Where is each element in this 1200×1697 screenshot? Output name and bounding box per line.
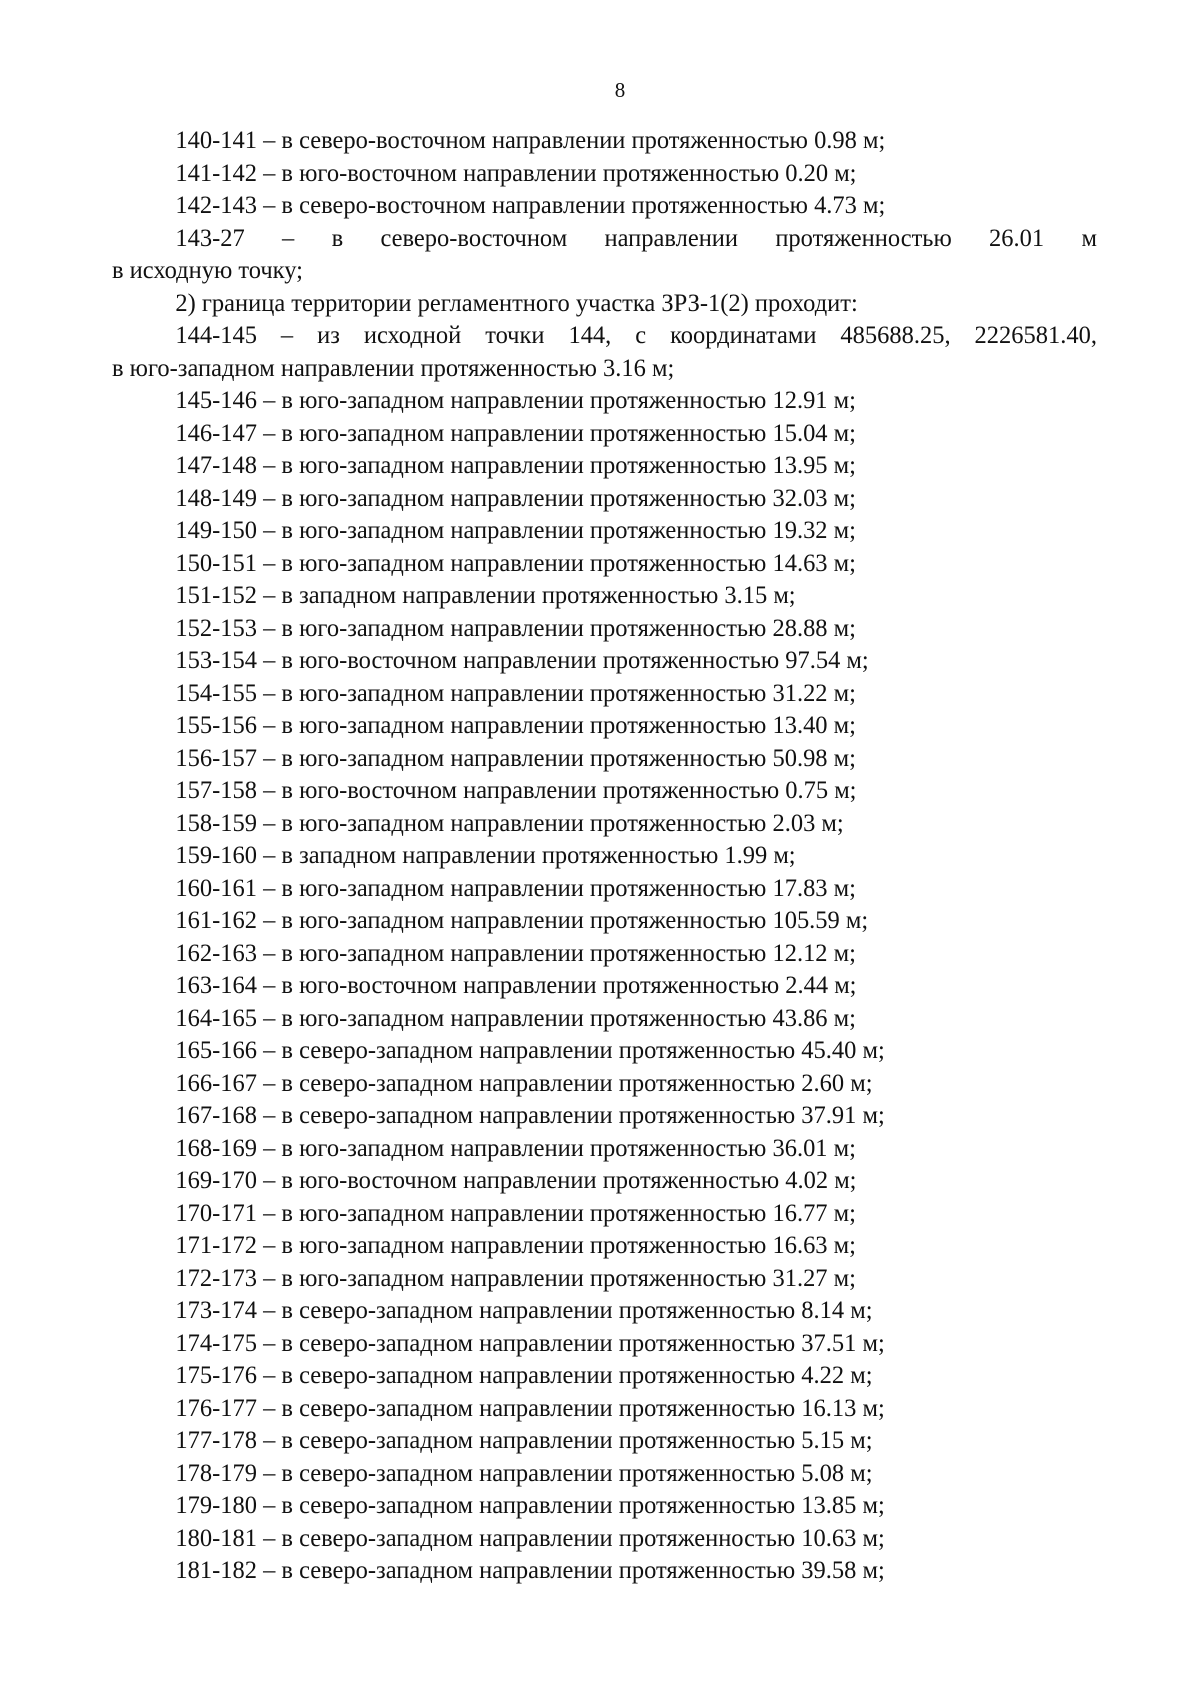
segment-line: 158-159 – в юго-западном направлении протяженностью 2.03 м; [175,807,844,837]
segment-line: 181-182 – в северо-западном направлении протяженностью 39.58 м; [175,1555,885,1584]
segment-line: 175-176 – в северо-западном направлении протяженностью 4.22 м; [175,1360,873,1389]
segment-line: 153-154 – в юго-восточном направлении протяженностью 97.54 м; [175,645,869,674]
page-number: 8 [614,78,626,102]
segment-line: 152-153 – в юго-западном направлении протяженностью 28.88 м; [175,612,856,642]
segment-line: 164-165 – в юго-западном направлении протяженностью 43.86 м; [175,1002,856,1032]
segment-line: 165-166 – в северо-западном направлении протяженностью 45.40 м; [175,1035,885,1064]
segment-line: 149-150 – в юго-западном направлении протяженностью 19.32 м; [175,515,856,544]
segment-line: 169-170 – в юго-восточном направлении протяженностью 4.02 м; [175,1165,857,1194]
document-body [112,124,1097,1587]
segment-line: 142-143 – в северо-восточном направлении протяженностью 4.73 м; [175,190,886,219]
segment-line: 174-175 – в северо-западном направлении протяженностью 37.51 м; [175,1327,885,1357]
segment-line-143-27: 143-27 – в северо-восточном направлении протяженностью 26.01 м [175,222,1097,252]
segment-line: 170-171 – в юго-западном направлении протяженностью 16.77 м; [175,1197,856,1227]
segment-line: 172-173 – в юго-западном направлении протяженностью 31.27 м; [175,1262,856,1292]
segment-line: 160-161 – в юго-западном направлении протяженностью 17.83 м; [175,872,856,902]
segment-line: 162-163 – в юго-западном направлении протяженностью 12.12 м; [175,937,856,967]
section-heading: 2) граница территории регламентного участка ЗРЗ-1(2) проходит: [175,287,858,317]
segment-line: 178-179 – в северо-западном направлении протяженностью 5.08 м; [175,1457,873,1487]
segment-line: 151-152 – в западном направлении протяженностью 3.15 м; [175,580,796,609]
segment-line: 140-141 – в северо-восточном направлении протяженностью 0.98 м; [175,125,886,154]
segment-line: 163-164 – в юго-восточном направлении протяженностью 2.44 м; [175,970,857,999]
segment-line: 146-147 – в юго-западном направлении протяженностью 15.04 м; [175,417,856,447]
segment-line: 155-156 – в юго-западном направлении протяженностью 13.40 м; [175,710,856,739]
segment-line-144-145: 144-145 – из исходной точки 144, с координатами 485688.25, 2226581.40, [175,320,1097,349]
segment-line: 171-172 – в юго-западном направлении протяженностью 16.63 м; [175,1230,856,1259]
segment-line: 179-180 – в северо-западном направлении протяженностью 13.85 м; [175,1490,885,1519]
segment-line: 156-157 – в юго-западном направлении протяженностью 50.98 м; [175,742,856,772]
segment-line: 145-146 – в юго-западном направлении протяженностью 12.91 м; [175,385,856,414]
segment-line-143-27-continuation: в исходную точку; [112,255,303,284]
segment-line: 150-151 – в юго-западном направлении протяженностью 14.63 м; [175,547,856,577]
segment-line: 141-142 – в юго-восточном направлении протяженностью 0.20 м; [175,157,857,187]
segment-line: 147-148 – в юго-западном направлении протяженностью 13.95 м; [175,450,856,479]
segment-line: 173-174 – в северо-западном направлении протяженностью 8.14 м; [175,1295,873,1324]
segment-line: 159-160 – в западном направлении протяженностью 1.99 м; [175,840,796,869]
segment-line: 157-158 – в юго-восточном направлении протяженностью 0.75 м; [175,775,857,804]
segment-line: 148-149 – в юго-западном направлении протяженностью 32.03 м; [175,482,856,512]
segment-line: 161-162 – в юго-западном направлении протяженностью 105.59 м; [175,905,869,934]
segment-line: 166-167 – в северо-западном направлении протяженностью 2.60 м; [175,1067,873,1097]
segment-line: 180-181 – в северо-западном направлении протяженностью 10.63 м; [175,1522,885,1552]
segment-line: 154-155 – в юго-западном направлении протяженностью 31.22 м; [175,677,856,707]
segment-line: 167-168 – в северо-западном направлении протяженностью 37.91 м; [175,1100,885,1129]
segment-line: 168-169 – в юго-западном направлении протяженностью 36.01 м; [175,1132,856,1162]
segment-line: 176-177 – в северо-западном направлении протяженностью 16.13 м; [175,1392,885,1422]
segment-line: 177-178 – в северо-западном направлении протяженностью 5.15 м; [175,1425,873,1454]
segment-list-part2 [112,384,1097,1587]
segment-list-part1 [112,124,1097,222]
segment-line-144-145-continuation: в юго-западном направлении протяженностью 3.16 м; [112,352,675,382]
